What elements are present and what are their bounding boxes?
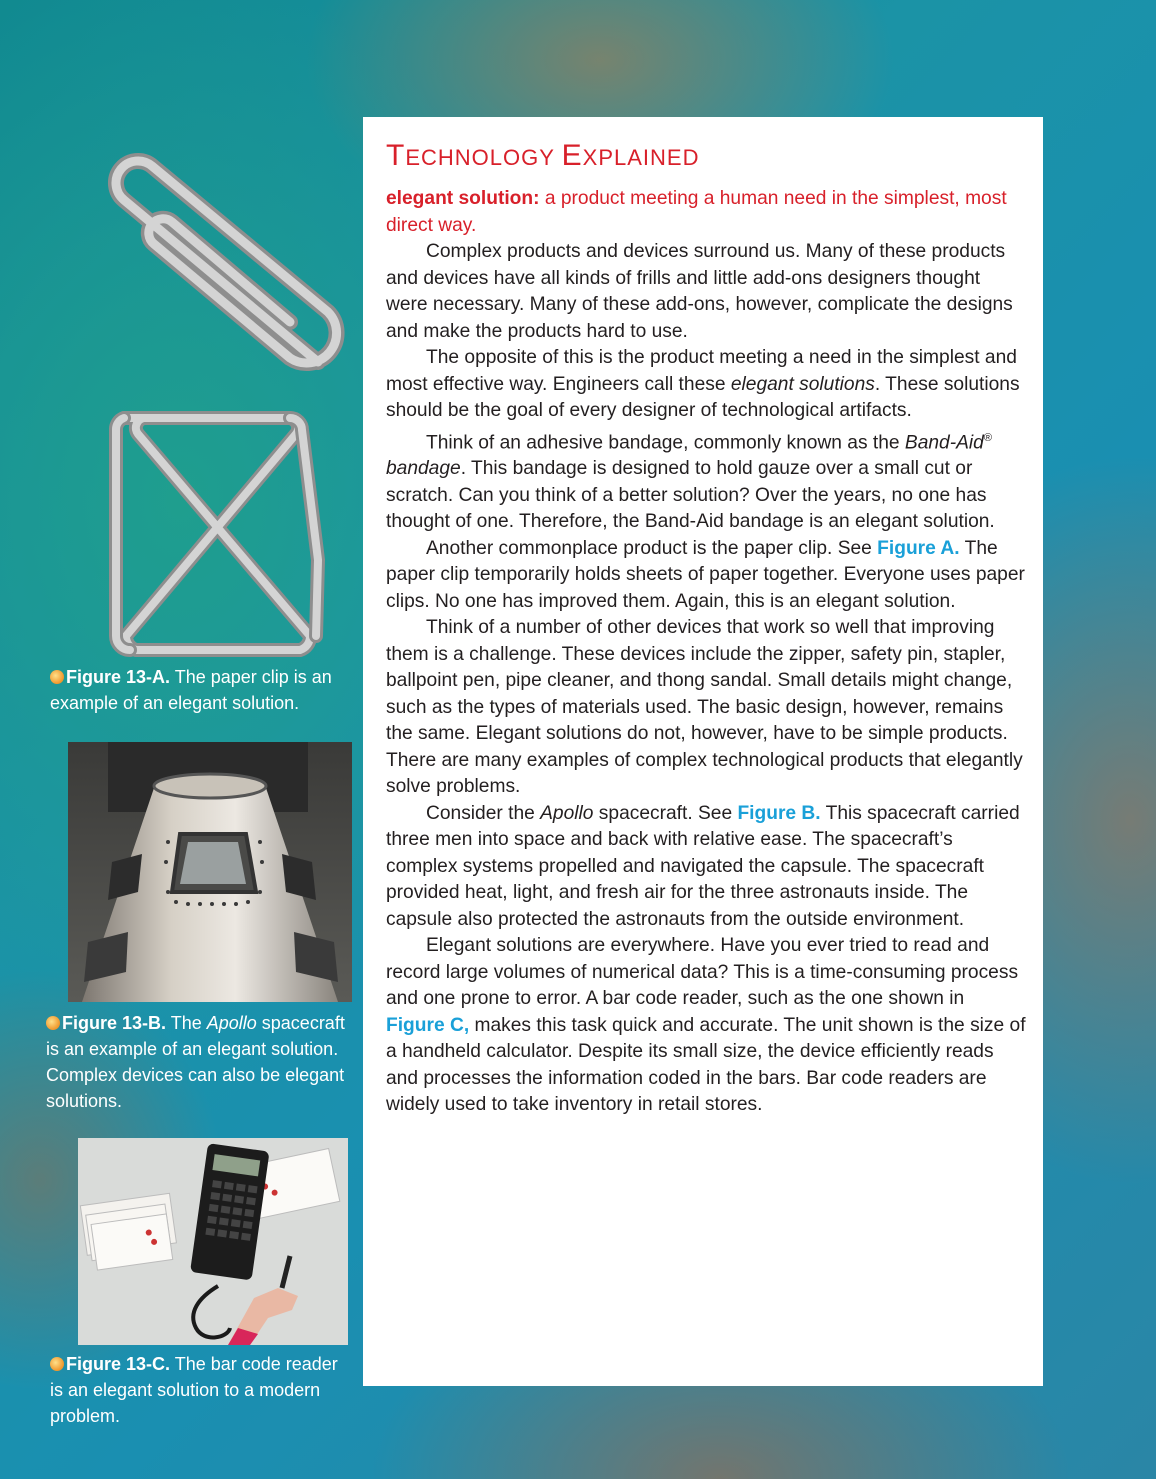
section-title: [386, 139, 1026, 173]
figure-c-reference[interactable]: Figure C,: [386, 1014, 470, 1036]
paragraph-7: [386, 933, 1026, 1119]
paragraph-4-text: Another commonplace product is the paper clip. See: [426, 537, 878, 559]
paragraph-2: [386, 345, 1026, 425]
bar-code-reader-photo: [78, 1138, 348, 1345]
figure-13b-label: Figure 13-B.: [62, 1013, 167, 1033]
paragraph-6-emphasis: Apollo: [540, 802, 594, 824]
title-word-1: ECHNOLOGY: [405, 145, 562, 170]
paragraph-7-text: Elegant solutions are everywhere. Have you ever tried to read and record large volumes of numerical data? This is a time-consuming process and one prone to error. A bar code reader, such as the one shown in: [386, 935, 1019, 1010]
paragraph-3-emphasis-2: bandage: [386, 458, 461, 480]
figure-b-reference[interactable]: Figure B.: [737, 802, 821, 824]
title-word-2: XPLAINED: [582, 145, 700, 170]
title-initial-2: E: [561, 139, 583, 172]
paragraph-2-text: The opposite of this is the product meeting a need in the simplest and most effective way. Engineers call these: [386, 347, 1017, 395]
paragraph-7-text-end: makes this task quick and accurate. The unit shown is the size of a handheld calculator. Despite its small size, the device efficiently reads and processes the information coded in the bars. Bar code readers are widely used to take inventory in retail stores.: [386, 1014, 1026, 1116]
paragraph-5: Think of a number of other devices that work so well that improving them is a challenge. These devices include the zipper, safety pin, stapler, ballpoint pen, pipe cleaner, and thong sandal. Small details might change, such as the types of materials used. The basic design, however, remains the same. Elegant solutions do not, however, have to be simple products. There are many examples of complex technological products that elegantly solve problems.: [386, 617, 1023, 798]
paragraph-2-emphasis: elegant solutions: [730, 373, 875, 395]
bullet-icon: [46, 1016, 60, 1030]
paragraph-4-text-end: The paper clip temporarily holds sheets of paper together. Everyone uses paper clips. No one has improved them. Again, this is an elegant solution.: [386, 537, 1025, 612]
apollo-spacecraft-photo: [68, 742, 352, 1002]
paragraph-6-text: Consider the: [426, 802, 541, 824]
registered-mark: ®: [983, 431, 992, 444]
technology-explained-panel: [363, 117, 1043, 1386]
figure-13b-caption: [46, 1010, 346, 1114]
figure-13b-emphasis: Apollo: [206, 1013, 257, 1033]
paragraph-6-text-mid: spacecraft. See: [593, 802, 738, 824]
paragraph-3: [386, 425, 1026, 536]
paragraph-3-text-end: . This bandage is designed to hold gauze over a small cut or scratch. Can you think of a better solution? Over the years, no one has thought of one. Therefore, the Band-Aid bandage is an elegant solution.: [386, 458, 995, 533]
paper-clip-illustration: [90, 140, 360, 660]
bullet-icon: [50, 1357, 64, 1371]
paragraph-3-emphasis: Band-Aid: [904, 431, 984, 453]
paragraph-4: [386, 536, 1026, 616]
figure-13c-label: Figure 13-C.: [66, 1354, 171, 1374]
figure-13c-text: The bar code reader is an elegant solution to a modern problem.: [50, 1354, 338, 1426]
definition-text: a product meeting a human need in the simplest, most direct way.: [386, 188, 1007, 236]
figure-a-reference[interactable]: Figure A.: [877, 537, 960, 559]
figure-13a-label: Figure 13-A.: [66, 667, 171, 687]
figure-13b-text-2: spacecraft is an example of an elegant solution. Complex devices can also be elegant solutions.: [46, 1013, 345, 1111]
paragraph-6: [386, 801, 1026, 934]
title-initial-1: T: [386, 139, 406, 172]
figure-13c-caption: [50, 1351, 340, 1429]
figure-13a-text: The paper clip is an example of an elegant solution.: [50, 667, 332, 713]
definition: [386, 186, 1026, 239]
paragraph-2-text-end: . These solutions should be the goal of every designer of technological artifacts.: [386, 373, 1020, 421]
figure-13b-text-1: The: [166, 1013, 207, 1033]
paragraph-1: Complex products and devices surround us. Many of these products and devices have all kinds of frills and little add-ons designers thought were necessary. Many of these add-ons, however, complicate the designs and make the products hard to use.: [386, 241, 1013, 342]
paragraph-3-text: Think of an adhesive bandage, commonly known as the: [426, 431, 905, 453]
figure-13a-caption: [50, 664, 350, 716]
definition-term: elegant solution:: [386, 188, 540, 209]
bullet-icon: [50, 670, 64, 684]
paragraph-6-text-end: This spacecraft carried three men into space and back with relative ease. The spacecraft’s complex systems propelled and navigated the capsule. The spacecraft provided heat, light, and fresh air for the three astronauts inside. The capsule also protected the astronauts from the outside environment.: [386, 802, 1020, 930]
